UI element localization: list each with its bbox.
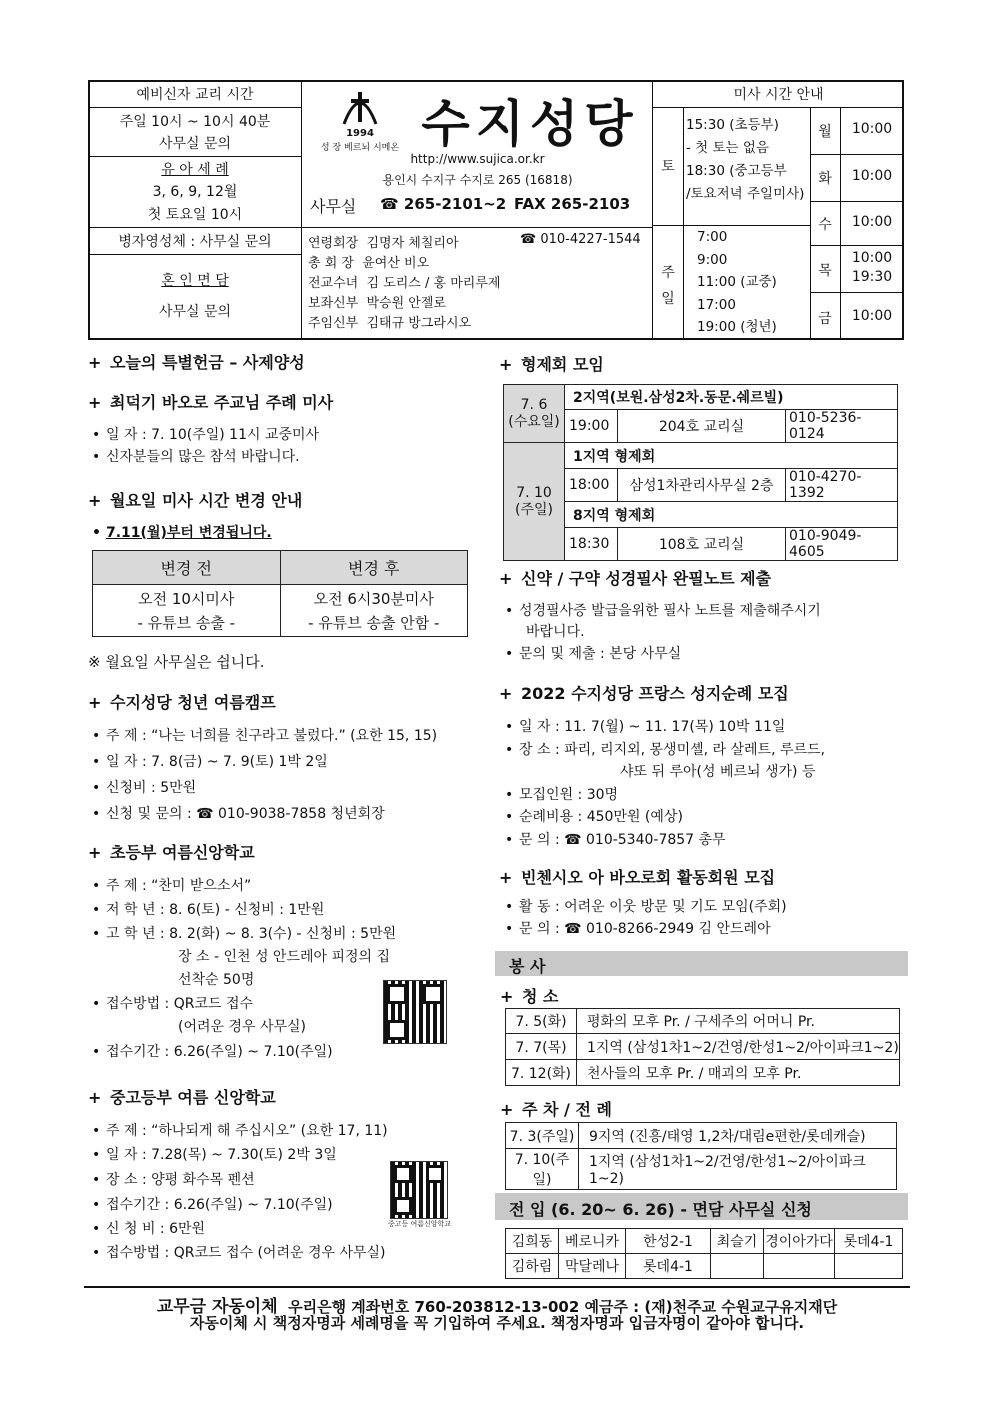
weekday-tue-time: 10:00: [851, 168, 893, 184]
list-item: • 접수방법 : QR코드 접수: [92, 996, 254, 1012]
logo-caption: 성 장 베르뇌 시메온: [320, 143, 400, 153]
change-before-head: 변경 전: [93, 551, 281, 585]
office-closed-note: ※ 월요일 사무실은 쉽니다.: [88, 653, 265, 671]
change-after: 오전 6시30분미사 - 유튜브 송출 안함 -: [280, 585, 468, 637]
staff-row: 보좌신부 박승원 안젤로: [308, 296, 446, 311]
table-row: 7. 12(화) 천사들의 모후 Pr. / 매괴의 모후 Pr.: [506, 1060, 900, 1086]
table-row: 김하림 막달레나 롯데4-1: [506, 1254, 903, 1279]
special-offering: + 오늘의 특별헌금 – 사제양성: [88, 353, 305, 372]
catechism-title: 예비신자 교리 시간: [136, 87, 254, 103]
table-row: 7. 3(주일) 9지역 (진흥/태영 1,2차/대림e편한/롯데캐슬): [506, 1123, 897, 1149]
list-item: • 신 청 비 : 6만원: [92, 1221, 206, 1237]
list-item: • 신청 및 문의 : ☎ 010-9038-7858 청년회장: [92, 806, 385, 822]
list-item: • 순례비용 : 450만원 (예상): [505, 809, 683, 825]
weekday-mon: 월: [818, 124, 832, 140]
bishop-mass-title: + 최덕기 바오로 주교님 주례 미사: [88, 393, 334, 412]
transfer-bar: 전 입 (6. 20~ 6. 26) - 면담 사무실 신청: [495, 1193, 908, 1220]
cleaning-title: + 청 소: [500, 987, 559, 1006]
pilgrimage-title: + 2022 수지성당 프랑스 성지순례 모집: [499, 684, 789, 703]
saturday-label: 토: [661, 159, 675, 175]
weekday-wed-time: 10:00: [851, 214, 893, 230]
monday-change-note: • 7.11(월)부터 변경됩니다.: [92, 525, 272, 541]
youth-camp-title: + 수지성당 청년 여름캠프: [88, 693, 276, 712]
list-subitem: 샤또 뒤 루아(성 베르뇌 생가) 등: [620, 764, 816, 780]
list-item: • 모집인원 : 30명: [505, 787, 619, 803]
list-item: • 주 제 : “나는 너희를 친구라고 불렀다.” (요한 15, 15): [92, 728, 438, 744]
staff-row: 주임신부 김태규 방그라시오: [308, 316, 472, 331]
brothers-meeting-title: + 형제회 모임: [499, 355, 604, 374]
staff-row: 총 회 장 윤여산 비오: [308, 256, 430, 271]
office-phone: ☎ 265-2101~2: [380, 195, 507, 213]
fax: FAX 265-2103: [514, 195, 631, 213]
change-after-head: 변경 후: [280, 551, 468, 585]
list-item: • 문 의 : ☎ 010-8266-2949 김 안드레아: [505, 921, 771, 937]
staff-row: 전교수녀 김 도리스 / 홍 마리루제: [308, 276, 501, 291]
catechism-inquiry: 사무실 문의: [158, 136, 232, 152]
table-row: 7. 5(화) 평화의 모후 Pr. / 구세주의 어머니 Pr.: [506, 1009, 900, 1034]
brothers-group: 1지역 형제회: [565, 443, 898, 469]
table-row: 7. 10(주일) 1지역 (삼성1차1~2/건영/한성1~2/아이파크1~2): [506, 1149, 897, 1190]
list-item: • 저 학 년 : 8. 6(토) - 신청비 : 1만원: [92, 902, 325, 918]
sunday-label: 주 일: [661, 265, 675, 307]
monday-change-title: + 월요일 미사 시간 변경 안내: [88, 491, 303, 510]
service-bar: 봉 사: [495, 951, 908, 976]
change-before: 오전 10시미사 - 유튜브 송출 -: [93, 585, 281, 637]
address: 용인시 수지구 수지로 265 (16818): [382, 173, 573, 187]
list-subitem: (어려운 경우 사무실): [178, 1019, 307, 1035]
infant-day: 첫 토요일 10시: [147, 207, 243, 223]
qr-code-icon[interactable]: [383, 980, 447, 1044]
church-logo: [310, 84, 410, 154]
weekday-wed: 수: [818, 217, 832, 233]
header-left-col: [88, 80, 302, 340]
list-item: • 고 학 년 : 8. 2(화) ~ 8. 3(수) - 신청비 : 5만원: [92, 926, 397, 942]
change-table: [92, 550, 468, 637]
qr-caption: 중고등 여름신앙학교: [388, 1220, 452, 1228]
brothers-group: 2지역(보원.삼성2차.동문.쉐르빌): [565, 385, 898, 410]
list-item: • 문의 및 제출 : 본당 사무실: [505, 646, 682, 662]
marriage-inquiry: 사무실 문의: [158, 304, 232, 320]
infant-title: 유 아 세 례: [161, 162, 229, 178]
list-item: • 주 제 : “찬미 받으소서”: [92, 878, 252, 894]
saturday-times: 15:30 (초등부) - 첫 토는 없음 18:30 (중고등부 /토요저녁 주일미사): [686, 117, 805, 202]
website[interactable]: http://www.sujica.or.kr: [410, 152, 545, 166]
list-item: • 일 자 : 7. 8(금) ~ 7. 9(토) 1박 2일: [92, 754, 328, 770]
list-item: • 일 자 : 7. 10(주일) 11시 교중미사: [92, 427, 320, 443]
header-center-col: [302, 80, 653, 340]
cross-logo-icon: [340, 84, 380, 128]
church-name: 수지성당: [421, 95, 639, 153]
middle-high-school-title: + 중고등부 여름 신앙학교: [88, 1088, 276, 1107]
transfer-table: [505, 1228, 903, 1279]
brothers-date: 7. 10 (주일): [504, 443, 565, 561]
weekday-fri: 금: [818, 311, 832, 327]
bible-transcription-title: + 신약 / 구약 성경필사 완필노트 제출: [499, 569, 772, 588]
table-row: 김희동 베로니카 한성2-1 최슬기 경이아가다 롯데4-1: [506, 1229, 903, 1254]
list-item: • 장 소 : 파리, 리지외, 몽생미셸, 라 살레트, 루르드,: [505, 742, 826, 758]
footer-line1: 교무금 자동이체 우리은행 계좌번호 760-203812-13-002 예금주 : (재)천주교 수원교구유지재단: [156, 1297, 838, 1317]
list-item: • 일 자 : 11. 7(월) ~ 11. 17(목) 10박 11일: [505, 719, 786, 735]
mass-title: 미사 시간 안내: [733, 87, 824, 103]
parking-liturgy-title: + 주 차 / 전 례: [500, 1100, 612, 1119]
footer-divider: [84, 1286, 910, 1288]
staff-row: 연령회장 김명자 체칠리아: [308, 236, 459, 251]
weekday-fri-time: 10:00: [851, 308, 893, 324]
list-subitem: 선착순 50명: [178, 972, 255, 988]
list-item: • 성경필사증 발급을위한 필사 노트를 제출해주시기: [505, 603, 821, 619]
parking-table: [505, 1122, 897, 1190]
office-label: 사무실: [310, 197, 357, 216]
footer-line2: 자동이체 시 책정자명과 세례명을 꼭 기입하여 주세요. 책정자명과 입금자명이 같아야 합니다.: [189, 1314, 805, 1332]
list-item: • 문 의 : ☎ 010-5340-7857 총무: [505, 832, 726, 848]
cleaning-table: [505, 1008, 900, 1086]
staff-phone: ☎ 010-4227-1544: [520, 232, 641, 247]
list-item: • 신자분들의 많은 참석 바랍니다.: [92, 449, 300, 465]
list-item: • 접수기간 : 6.26(주일) ~ 7.10(주일): [92, 1044, 333, 1060]
elementary-school-title: + 초등부 여름신앙학교: [88, 843, 255, 862]
list-item: • 주 제 : “하나되게 해 주십시오” (요한 17, 11): [92, 1123, 388, 1139]
list-subitem: 바랍니다.: [526, 624, 585, 640]
brothers-date: 7. 6 (수요일): [504, 385, 565, 443]
table-row: 7. 7(목) 1지역 (삼성1차1~2/건영/한성1~2/아이파크1~2): [506, 1034, 900, 1060]
qr-code-icon[interactable]: [390, 1161, 448, 1219]
brothers-group: 8지역 형제회: [565, 502, 898, 528]
catechism-time: 주일 10시 ~ 10시 40분: [119, 114, 271, 130]
list-item: • 접수기간 : 6.26(주일) ~ 7.10(주일): [92, 1197, 333, 1213]
logo-year: 1994: [346, 128, 374, 139]
list-subitem: 장 소 - 인천 성 안드레아 피정의 집: [178, 949, 391, 965]
mass-times: [653, 80, 904, 340]
weekday-tue: 화: [818, 171, 832, 187]
weekday-mon-time: 10:00: [851, 121, 893, 137]
sunday-times: 7:00 9:00 11:00 (교중) 17:00 19:00 (청년): [697, 229, 777, 335]
list-item: • 활 동 : 어려운 이웃 방문 및 기도 모임(주회): [505, 899, 787, 915]
infant-months: 3, 6, 9, 12월: [152, 184, 238, 200]
vincent-society-title: + 빈첸시오 아 바오로회 활동회원 모집: [499, 868, 776, 887]
list-item: • 일 자 : 7.28(목) ~ 7.30(토) 2박 3일: [92, 1147, 337, 1163]
sick-sacrament: 병자영성체 : 사무실 문의: [118, 234, 272, 250]
brothers-table: 7. 6 (수요일) 2지역(보원.삼성2차.동문.쉐르빌) 19:00 204호 교리실 010-5236-0124 7. 10 (주일) 1지역 형제회 18:00 삼성1차관리사무실 2층 010-4270-1392 8지역 형제회 18:30 108호 교리실 010-9049-4605: [503, 384, 898, 561]
weekday-thu-time: 10:00 19:30: [851, 250, 893, 285]
list-item: • 장 소 : 양평 화수목 펜션: [92, 1172, 255, 1188]
list-item: • 신청비 : 5만원: [92, 780, 197, 796]
weekday-thu: 목: [818, 263, 832, 279]
list-item: • 접수방법 : QR코드 접수 (어려운 경우 사무실): [92, 1245, 386, 1261]
marriage-title: 혼 인 면 담: [161, 273, 229, 289]
